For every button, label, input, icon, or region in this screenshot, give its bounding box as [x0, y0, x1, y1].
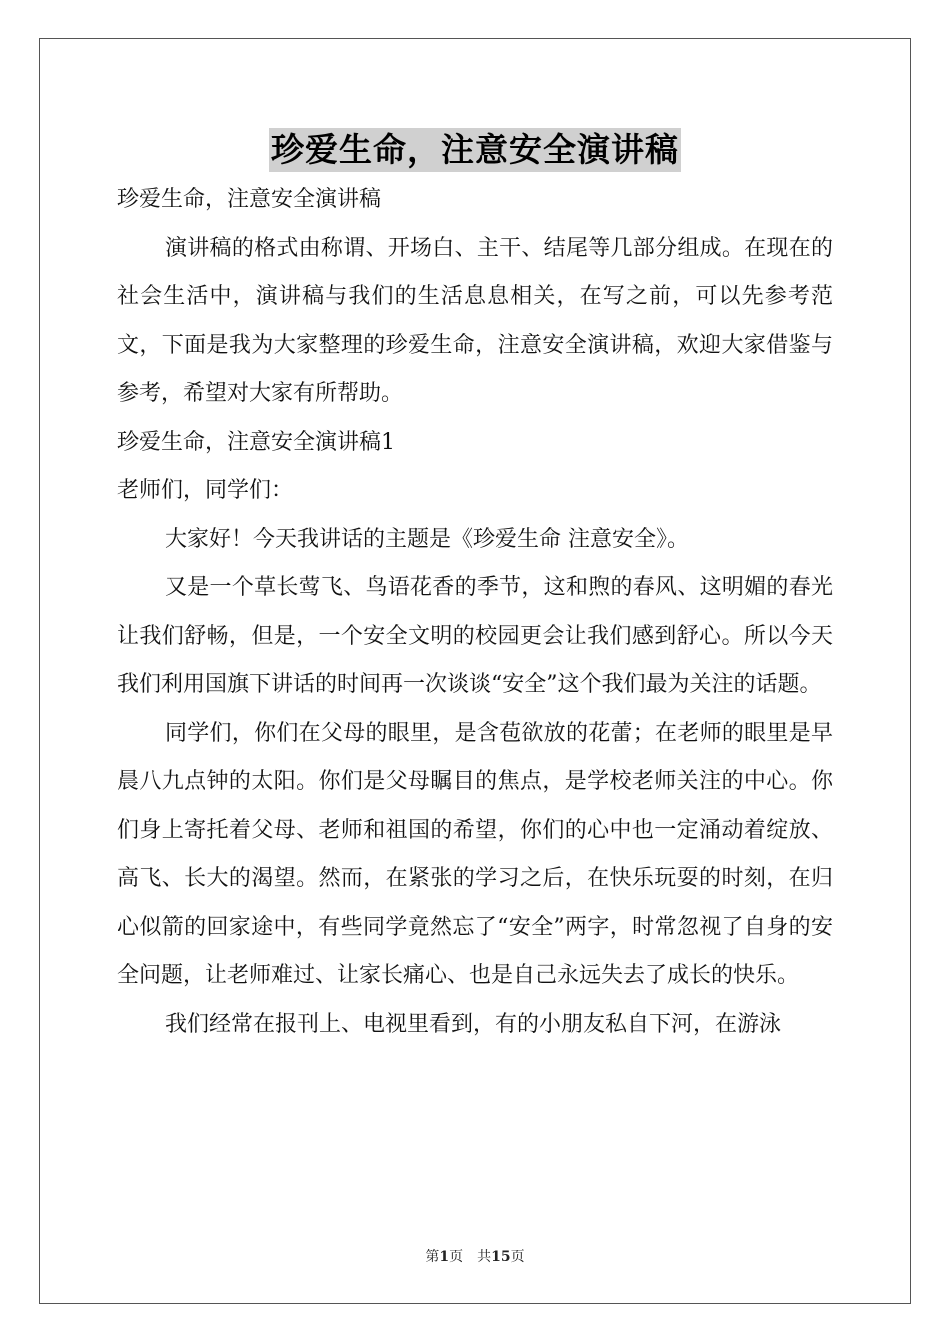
page-footer: [0, 1246, 950, 1266]
footer-page-number: 1: [439, 1249, 450, 1265]
body-paragraph-3: 同学们，你们在父母的眼里，是含苞欲放的花蕾；在老师的眼里是早晨八九点钟的太阳。你们是父母瞩目的焦点，是学校老师关注的中心。你们身上寄托着父母、老师和祖国的希望，你们的心中也一定涌动着绽放、高飞、长大的渴望。然而，在紧张的学习之后，在快乐玩耍的时刻，在归心似箭的回家途中，有些同学竟然忘了“安全”两字，时常忽视了自身的安全问题，让老师难过、让家长痛心、也是自己永远失去了成长的快乐。: [117, 720, 833, 988]
footer-total-pages: 15: [491, 1249, 511, 1265]
footer-page-mid: 页 共: [449, 1249, 492, 1265]
salutation: 老师们，同学们：: [117, 478, 294, 503]
body-paragraph-4: 我们经常在报刊上、电视里看到，有的小朋友私自下河，在游泳: [165, 1011, 782, 1037]
body-paragraph-2: 又是一个草长莺飞、鸟语花香的季节，这和煦的春风、这明媚的春光让我们舒畅，但是，一个安全文明的校园更会让我们感到舒心。所以今天我们利用国旗下讲话的时间再一次谈谈“安全”这个我们最为关注的话题。: [117, 575, 833, 697]
document-body: [117, 176, 833, 1049]
document-title: 珍爱生命，注意安全演讲稿: [269, 128, 681, 172]
document-subtitle: 珍爱生命，注意安全演讲稿: [117, 187, 382, 212]
section-heading: 珍爱生命，注意安全演讲稿1: [117, 429, 395, 455]
title-container: [0, 128, 950, 172]
footer-page-suffix: 页: [510, 1249, 525, 1265]
intro-paragraph: 演讲稿的格式由称谓、开场白、主干、结尾等几部分组成。在现在的社会生活中，演讲稿与我们的生活息息相关，在写之前，可以先参考范文，下面是我为大家整理的珍爱生命，注意安全演讲稿，欢迎大家借鉴与参考，希望对大家有所帮助。: [117, 235, 833, 406]
body-paragraph-1: 大家好！今天我讲话的主题是《珍爱生命 注意安全》。: [165, 526, 689, 552]
footer-page-prefix: 第: [425, 1249, 440, 1265]
